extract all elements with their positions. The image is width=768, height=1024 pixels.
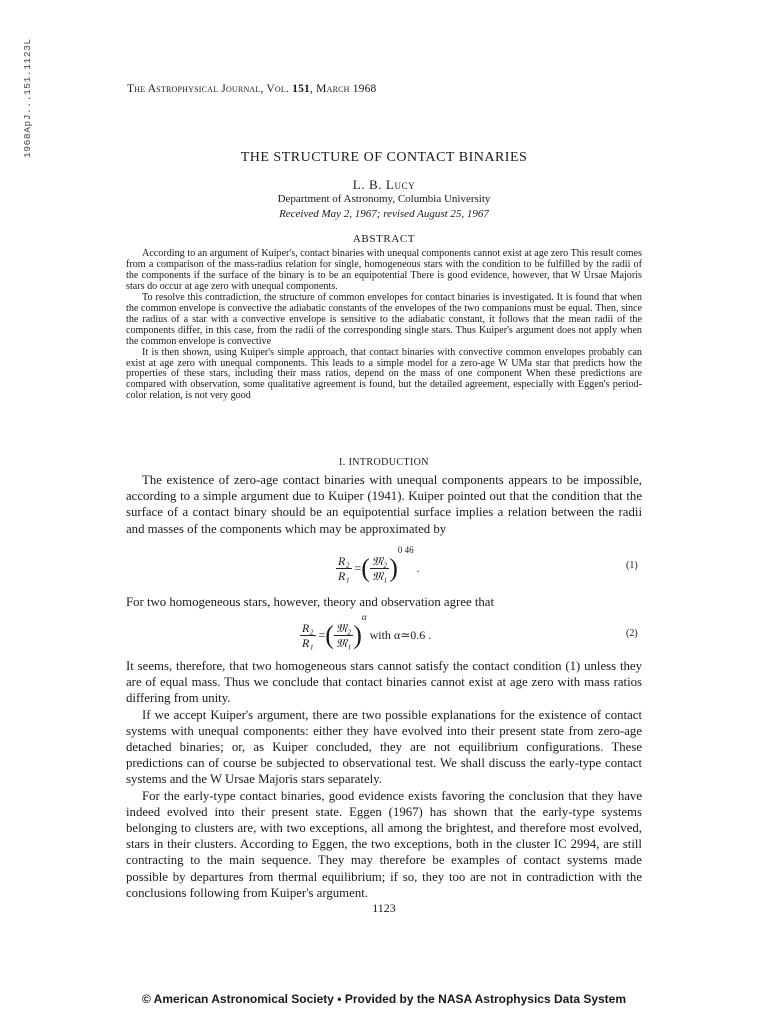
eq1-rhs: $\frac{\text{𝔐₂}}{\text{𝔐₁}}$ (371, 553, 388, 583)
eq2-exponent: α (361, 612, 367, 622)
abstract-paragraph: According to an argument of Kuiper's, contact binaries with unequal components cannot exist at age zero This result comes from a comparison of the mass-radius relation for single, homogeneous stars with the condition to be fulfilled by the radii of the components if the surface of the binary is to be an equipotential There is good evidence, however, that W Ursae Majoris stars do occur at age zero with unequal components. (126, 248, 642, 292)
eq1-lhs: $\frac{\text{R₂}}{\text{R₁}}$ (338, 553, 350, 583)
equation-1-number: (1) (626, 560, 638, 571)
journal-name: The Astrophysical Journal (127, 83, 261, 95)
bibcode-margin-label: 1968ApJ...151.1123L (22, 38, 33, 158)
body-paragraph: If we accept Kuiper's argument, there are two possible explanations for the existence of contact systems with unequal components: either they have evolved into their present state from zero-age detached binaries; or, as Kuiper concluded, they are not equilibrium configurations. These predictions can of course be subjected to observational test. We shall discuss the early-type contact systems and the W Ursae Majoris stars separately. (126, 707, 642, 787)
footer-credit: © American Astronomical Society • Provided by the NASA Astrophysics Data System (141, 992, 627, 1006)
body-paragraph: For the early-type contact binaries, good evidence exists favoring the conclusion that they have indeed evolved into their present state. Eggen (1967) has shown that the early-type systems belonging to clusters are, with two exceptions, all among the brightest, and therefore most evolved, stars in their clusters. According to Eggen, the two exceptions, both in the cluster IC 2994, are still contracting to the main sequence. They may therefore be examples of contact systems made possible by departures from thermal equilibrium; if so, they too are not in contradiction with the conclusions following from Kuiper's argument. (126, 788, 642, 900)
eq2-rhs: $\frac{\text{𝔐₂}}{\text{𝔐₁}}$ (335, 620, 352, 650)
abstract-paragraph: It is then shown, using Kuiper's simple approach, that contact binaries with convective common envelopes probably can exist at age zero with unequal components. This leads to a simple model for a zero-age W UMa star that predicts how the properties of these stars, including their mass ratios, depend on the mass of one component When these predictions are compared with observation, some qualitative agreement is found, but the detailed agreement, especially with Eggen's period-color relation, is not very good (126, 346, 642, 402)
equation-2: $\frac{\text{R₂}}{\text{R₁}}$ =( $\frac{\text{𝔐₂}}{\text{𝔐₁}}$ )$^\alpha$ with α≃0.6 . (302, 612, 432, 650)
journal-header (127, 83, 377, 95)
journal-date: , March 1968 (310, 83, 377, 95)
eq1-exponent: 0 46 (397, 545, 414, 555)
abstract (126, 249, 642, 402)
journal-volume: 151 (292, 83, 311, 95)
author: L. B. Lucy (352, 177, 416, 192)
body-paragraph: It seems, therefore, that two homogeneous stars cannot satisfy the contact condition (1) unless they are of equal mass. Thus we conclude that contact binaries cannot exist at age zero with mass ratios differing from unity. (126, 659, 642, 706)
journal-vol-label: , Vol. (260, 83, 293, 95)
equation-2-number: (2) (626, 628, 638, 639)
equation-1: $\frac{\text{R₂}}{\text{R₁}}$ =( $\frac{\text{𝔐₂}}{\text{𝔐₁}}$ )$^{0 46}$ . (338, 545, 420, 583)
intro-paragraph-1 (126, 472, 642, 537)
abstract-heading: ABSTRACT (352, 233, 416, 245)
eq2-lhs: $\frac{\text{R₂}}{\text{R₁}}$ (302, 620, 314, 650)
paper-title: THE STRUCTURE OF CONTACT BINARIES (240, 150, 528, 165)
abstract-paragraph: To resolve this contradiction, the structure of common envelopes for contact binaries is investigated. It is found that when the common envelope is convective the adiabatic constants of the envelopes of the two companions must be equal. Then, since the radius of a star with a convective envelope is sensitive to the adiabatic constant, it follows that the mean radii of the components differ, in this case, from the radii of the corresponding single stars. Thus Kuiper's argument does not apply when the common envelope is convective (126, 291, 642, 347)
intro-body (126, 658, 642, 901)
page-number: 1123 (372, 901, 396, 915)
body-paragraph: For two homogeneous stars, however, theory and observation agree that (126, 595, 495, 609)
intro-paragraph-2 (126, 594, 642, 610)
section-heading: I. INTRODUCTION (339, 457, 429, 468)
affiliation: Department of Astronomy, Columbia University (277, 193, 491, 205)
body-paragraph: The existence of zero-age contact binaries with unequal components appears to be impossible, according to a simple argument due to Kuiper (1941). Kuiper pointed out that the condition that the surface of a contact binary should be an equipotential surface implies a relation between the radii and masses of the components which may be approximated by (126, 473, 642, 536)
received-dates: Received May 2, 1967; revised August 25, 1967 (279, 208, 489, 220)
